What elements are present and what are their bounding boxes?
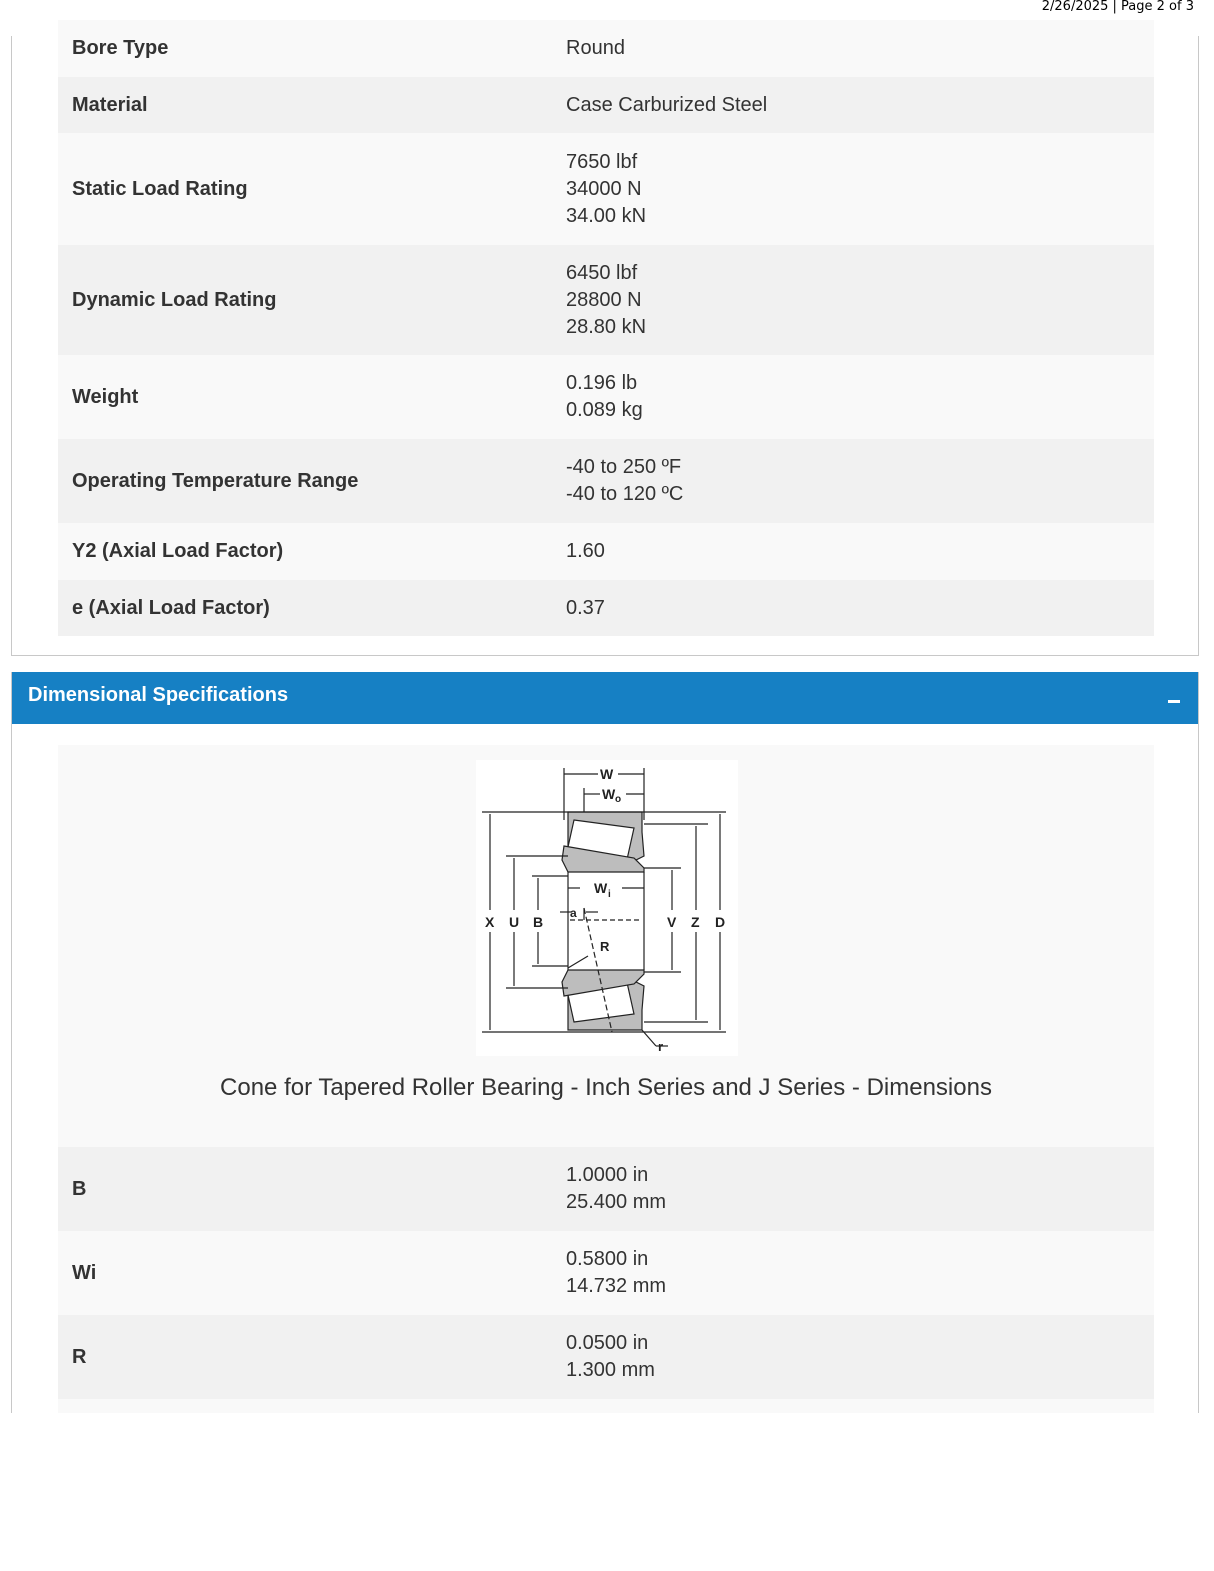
table-row bbox=[58, 20, 1154, 77]
spec-value: 1.60 bbox=[566, 540, 605, 562]
table-row bbox=[58, 133, 1154, 245]
bearing-dimension-diagram bbox=[476, 760, 738, 1056]
spec-label: e (Axial Load Factor) bbox=[72, 596, 270, 619]
table-row bbox=[58, 523, 1154, 580]
spec-label: B bbox=[72, 1177, 87, 1200]
label-Z: Z bbox=[691, 914, 700, 930]
spec-label: Operating Temperature Range bbox=[72, 469, 359, 492]
table-row bbox=[58, 245, 1154, 355]
spec-label: Weight bbox=[72, 385, 139, 408]
label-X: X bbox=[485, 914, 495, 930]
bearing-diagram-svg bbox=[476, 760, 738, 1056]
spec-value: 7650 lbf 34000 N 34.00 kN bbox=[566, 150, 647, 227]
section-title: Dimensional Specifications bbox=[28, 684, 289, 706]
spec-label: Material bbox=[72, 93, 148, 116]
label-Wo: W bbox=[602, 786, 616, 802]
label-U: U bbox=[509, 914, 520, 930]
table-row bbox=[58, 1147, 1154, 1231]
spec-value: Case Carburized Steel bbox=[566, 93, 768, 116]
table-row bbox=[58, 1399, 1154, 1413]
spec-value: 1.0000 in 25.400 mm bbox=[566, 1164, 667, 1213]
spec-value: 0.196 lb 0.089 kg bbox=[566, 372, 643, 421]
table-row bbox=[58, 1315, 1154, 1399]
label-R: R bbox=[600, 939, 610, 954]
spec-value: 0.0500 in 1.300 mm bbox=[566, 1332, 655, 1381]
dimensional-specifications-panel bbox=[11, 672, 1199, 1413]
figure-block bbox=[58, 745, 1154, 1147]
spec-value: -40 to 250 ºF -40 to 120 ºC bbox=[566, 456, 684, 505]
spec-value: 0.37 bbox=[566, 596, 605, 619]
label-B: B bbox=[533, 914, 544, 930]
label-Wi: W bbox=[594, 880, 608, 896]
spec-label: Wi bbox=[72, 1261, 97, 1284]
label-D: D bbox=[715, 914, 726, 930]
label-Wo-sub: o bbox=[615, 794, 622, 805]
label-V: V bbox=[667, 914, 677, 930]
spec-value: Round bbox=[566, 37, 625, 59]
dimensional-specifications-header[interactable] bbox=[12, 672, 1198, 724]
label-Wi-sub: i bbox=[608, 889, 611, 900]
spec-value: 0.5800 in 14.732 mm bbox=[566, 1248, 667, 1297]
spec-label: Dynamic Load Rating bbox=[72, 288, 277, 311]
table-row bbox=[58, 355, 1154, 439]
spec-label: R bbox=[72, 1345, 87, 1368]
table-row bbox=[58, 1231, 1154, 1315]
label-a: a bbox=[570, 906, 577, 920]
spec-value: 6450 lbf 28800 N 28.80 kN bbox=[566, 261, 647, 338]
spec-label: Bore Type bbox=[72, 37, 169, 59]
figure-caption: Cone for Tapered Roller Bearing - Inch Series and J Series - Dimensions bbox=[220, 1074, 992, 1101]
table-row bbox=[58, 77, 1154, 133]
spec-label: Y2 (Axial Load Factor) bbox=[72, 540, 284, 562]
spec-label: Static Load Rating bbox=[72, 177, 248, 200]
general-spec-table bbox=[58, 20, 1154, 636]
table-row bbox=[58, 580, 1154, 636]
page-info: 2/26/2025 | Page 2 of 3 bbox=[1041, 0, 1194, 14]
label-W: W bbox=[600, 766, 614, 782]
table-row bbox=[58, 439, 1154, 523]
label-r: r bbox=[658, 1039, 664, 1054]
dimensional-spec-table bbox=[58, 1147, 1154, 1413]
minus-icon[interactable] bbox=[1168, 700, 1180, 703]
specifications-panel bbox=[11, 36, 1199, 656]
